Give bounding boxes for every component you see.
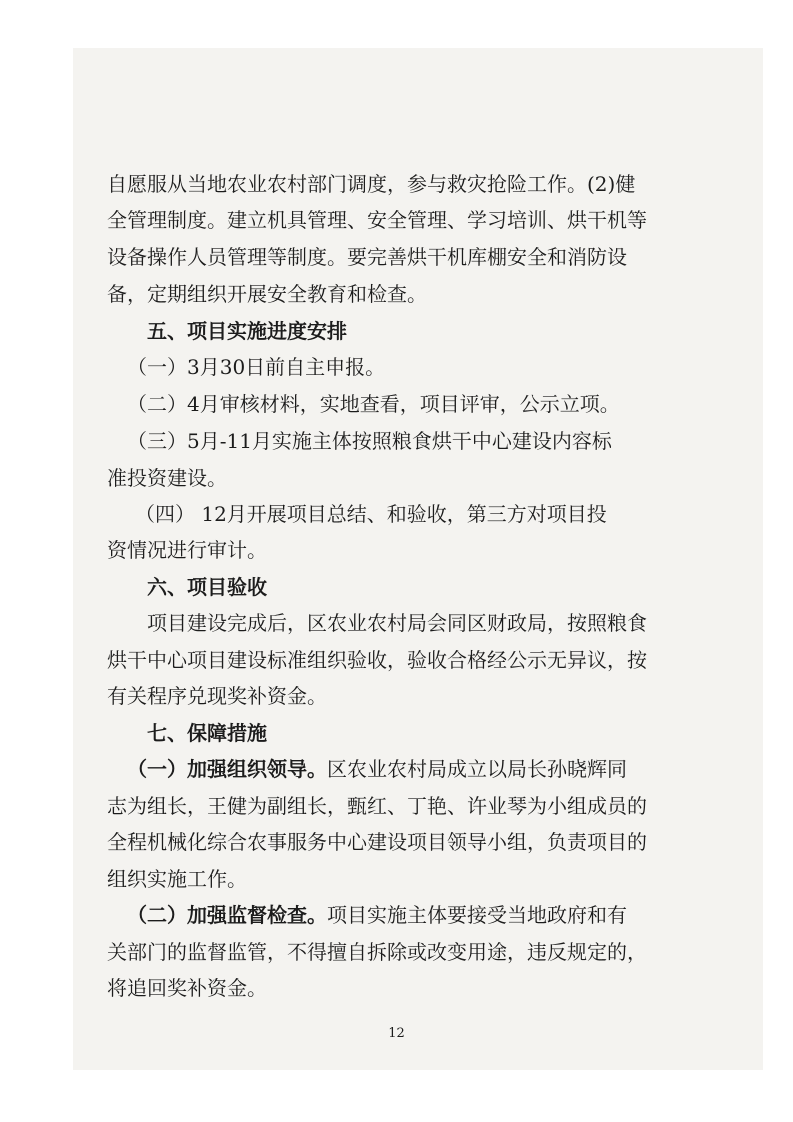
body-line: 关部门的监督监管，不得擅自拆除或改变用途，违反规定的， xyxy=(107,940,647,964)
schedule-item-continued: 准投资建设。 xyxy=(107,466,227,490)
body-line: 烘干中心项目建设标准组织验收，验收合格经公示无异议，按 xyxy=(107,648,647,672)
body-line: 自愿服从当地农业农村部门调度，参与救灾抢险工作。(2)健 xyxy=(107,172,636,196)
body-line: 有关程序兑现奖补资金。 xyxy=(107,684,327,708)
schedule-item: （三）5月-11月实施主体按照粮食烘干中心建设内容标 xyxy=(127,429,612,453)
schedule-item-continued: 资情况进行审计。 xyxy=(107,538,267,562)
schedule-item: （四） 12月开展项目总结、和验收，第三方对项目投 xyxy=(135,502,607,526)
body-line: 项目建设完成后，区农业农村局会同区财政局，按照粮食 xyxy=(147,611,647,635)
body-line: 备，定期组织开展安全教育和检查。 xyxy=(107,282,427,306)
body-line: 全管理制度。建立机具管理、安全管理、学习培训、烘干机等 xyxy=(107,208,647,232)
measure-lead: （一）加强组织领导。 xyxy=(127,757,327,781)
body-line: 志为组长，王健为副组长，甄红、丁艳、许业琴为小组成员的 xyxy=(107,794,647,818)
body-line: 将追回奖补资金。 xyxy=(107,976,267,1000)
schedule-item: （二）4月审核材料，实地查看，项目评审，公示立项。 xyxy=(127,392,620,416)
body-line: 全程机械化综合农事服务中心建设项目领导小组，负责项目的 xyxy=(107,830,647,854)
body-line: 组织实施工作。 xyxy=(107,867,247,891)
measure-lead: （二）加强监督检查。 xyxy=(127,903,327,927)
measure-line xyxy=(127,752,627,786)
section-heading-acceptance: 六、项目验收 xyxy=(147,575,267,599)
measure-text: 项目实施主体要接受当地政府和有 xyxy=(327,903,627,927)
measure-text: 区农业农村局成立以局长孙晓辉同 xyxy=(327,757,627,781)
section-heading-schedule: 五、项目实施进度安排 xyxy=(147,319,347,343)
schedule-item: （一）3月30日前自主申报。 xyxy=(127,355,386,379)
section-heading-safeguards: 七、保障措施 xyxy=(147,721,267,745)
body-line: 设备操作人员管理等制度。要完善烘干机库棚安全和消防设 xyxy=(107,245,627,269)
measure-line xyxy=(127,898,627,932)
page-number: 12 xyxy=(388,1026,405,1041)
